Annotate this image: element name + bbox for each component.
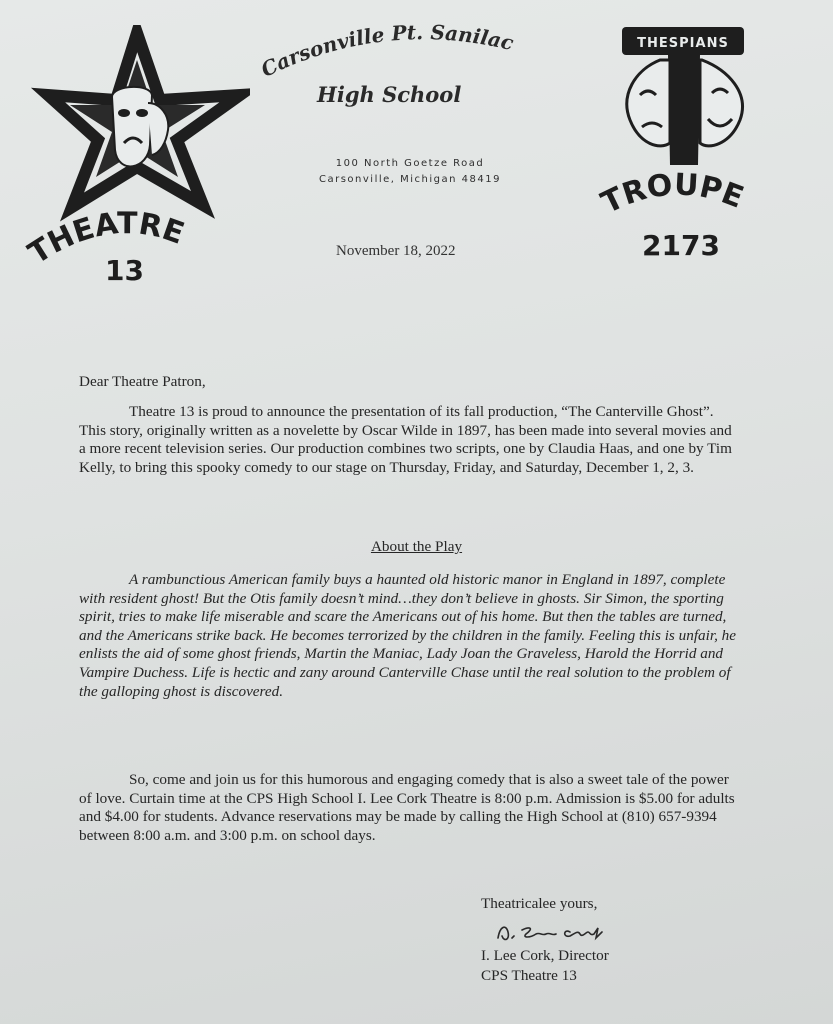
synopsis-paragraph-text: A rambunctious American family buys a haunted old historic manor in England in 1897, complete with resident ghost! But the Otis family doesn’t mind…they don’t believe in ghosts. Sir Simon, the sporting spirit, tries to make life miserable and scare the Americans out of his home. But then the tables are turned, and the Americans strike back. He becomes terrorized by the children in the family. Feeling this is unfair, he enlists the aid of some ghost friends, Martin the Maniac, Lady Joan the Graveless, Harold the Horrid and Vampire Duchess. Life is hectic and zany around Canterville Chase until the real solution to the problem of the galloping ghost is discovered. <box>79 571 737 700</box>
director-name: I. Lee Cork, Director <box>481 947 609 964</box>
tragedy-mask-icon <box>627 60 670 146</box>
address-city: Carsonville, Michigan 48419 <box>319 174 501 185</box>
svg-text:2173: 2173 <box>642 229 720 262</box>
comedy-mask-icon <box>700 60 742 146</box>
troupe-arc-text: TROUPE <box>596 167 749 222</box>
letter-date: November 18, 2022 <box>336 243 456 259</box>
school-name-line1: Carsonville Pt. Sanilac <box>257 20 516 82</box>
school-name-line2: High School <box>317 82 462 107</box>
synopsis-paragraph <box>79 571 744 701</box>
school-name <box>255 20 555 110</box>
about-play-heading: About the Play <box>370 538 463 555</box>
thespians-troupe-logo <box>590 15 780 265</box>
theatre-13-logo <box>20 25 250 295</box>
details-paragraph <box>79 771 739 845</box>
thespians-banner: THESPIANS <box>637 36 729 51</box>
intro-paragraph-text: Theatre 13 is proud to announce the presentation of its fall production, “The Canterville Ghost”. This story, originally written as a novelette by Oscar Wilde in 1897, has been made into several movies and a more recent television series. Our production combines two scripts, one by Claudia Haas, and one by Tim Kelly, to bring this spooky comedy to our stage on Thursday, Friday, and Saturday, December 1, 2, 3. <box>79 403 732 476</box>
handwritten-signature <box>490 918 630 946</box>
sign-off: Theatricalee yours, <box>481 895 598 912</box>
svg-text:13: 13 <box>105 254 144 287</box>
director-organization: CPS Theatre 13 <box>481 967 577 984</box>
theatre-arc-text: THEATRE <box>22 206 189 272</box>
salutation: Dear Theatre Patron, <box>79 373 206 390</box>
details-paragraph-text: So, come and join us for this humorous and engaging comedy that is also a sweet tale of the power of love. Curtain time at the CPS High School I. Lee Cork Theatre is 8:00 p.m. Admission is $5.00 for adults and $4.00 for students. Advance reservations may be made by calling the High School at (810) 657-9394 between 8:00 a.m. and 3:00 p.m. on school days. <box>79 771 735 844</box>
intro-paragraph <box>79 403 739 477</box>
address-street: 100 North Goetze Road <box>335 158 485 169</box>
